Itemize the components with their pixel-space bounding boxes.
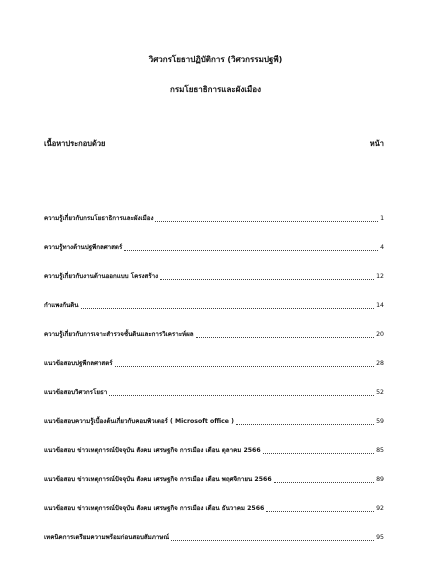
toc-leader-dots <box>274 481 375 483</box>
toc-entry[interactable] <box>44 253 384 282</box>
toc-leader-dots <box>236 423 374 425</box>
toc-entry[interactable] <box>44 456 384 485</box>
toc-leader-dots <box>171 539 374 541</box>
toc-entry[interactable] <box>44 195 384 224</box>
toc-leader-dots <box>115 365 375 367</box>
toc-entry-title: แนวข้อสอบ ข่าวเหตุการณ์ปัจจุบัน สังคม เศรษฐกิจ การเมือง เดือน พฤศจิกายน 2566 <box>44 476 272 483</box>
toc-entry-title: กำแพงกันดิน <box>44 302 79 309</box>
toc-entry[interactable] <box>44 514 384 543</box>
document-title: วิศวกรโยธาปฏิบัติการ (วิศวกรรมปฐพี) <box>148 55 283 64</box>
toc-leader-dots <box>109 394 374 396</box>
toc-leader-dots <box>263 452 374 454</box>
toc-heading-contents: เนื้อหาประกอบด้วย <box>44 139 106 148</box>
toc-leader-dots <box>160 278 374 280</box>
toc-entry-page: 89 <box>376 476 384 483</box>
toc-entry-title: แนวข้อสอบ ข่าวเหตุการณ์ปัจจุบัน สังคม เศรษฐกิจ การเมือง เดือน ตุลาคม 2566 <box>44 447 261 454</box>
document-subtitle: กรมโยธาธิการและผังเมือง <box>170 85 261 94</box>
toc-entry-title: แนวข้อสอบ ข่าวเหตุการณ์ปัจจุบัน สังคม เศรษฐกิจ การเมือง เดือน ธันวาคม 2566 <box>44 505 265 512</box>
toc-entry[interactable] <box>44 427 384 456</box>
toc-entry[interactable] <box>44 282 384 311</box>
toc-heading-page: หน้า <box>369 139 384 148</box>
toc-leader-dots <box>124 249 378 251</box>
toc-entry-page: 12 <box>376 273 384 280</box>
toc-entry[interactable] <box>44 369 384 398</box>
toc-entry-title: ความรู้เกี่ยวกับการเจาะสำรวจชั้นดินและการวิเคราะห์ผล <box>44 331 194 338</box>
toc-entry-page: 14 <box>376 302 384 309</box>
toc-entry-title: ความรู้ทางด้านปฐพีกลศาสตร์ <box>44 244 123 251</box>
toc-entry[interactable] <box>44 340 384 369</box>
toc-leader-dots <box>196 336 375 338</box>
toc-entry-title: แนวข้อสอบความรู้เบื้องต้นเกี่ยวกับคอมพิวเตอร์ ( Microsoft office ) <box>44 418 234 425</box>
toc-entry-page: 52 <box>376 389 384 396</box>
toc-entry[interactable] <box>44 224 384 253</box>
toc-entry-title: แนวข้อสอบปฐพีกลศาสตร์ <box>44 360 113 367</box>
toc-entry-page: 92 <box>376 505 384 512</box>
toc-entry-title: ความรู้เกี่ยวกับกรมโยธาธิการและผังเมือง <box>44 215 154 222</box>
toc-entry-title: แนวข้อสอบวิศวกรโยธา <box>44 389 108 396</box>
toc-leader-dots <box>266 510 374 512</box>
toc-entry-page: 85 <box>376 447 384 454</box>
toc-entry-title: เทคนิคการเตรียมความพร้อมก่อนสอบสัมภาษณ์ <box>44 534 170 541</box>
table-of-contents <box>44 195 384 543</box>
toc-entry-title: ความรู้เกี่ยวกับงานด้านออกแบบ โครงสร้าง <box>44 273 159 280</box>
toc-entry[interactable] <box>44 398 384 427</box>
toc-entry[interactable] <box>44 311 384 340</box>
toc-entry-page: 20 <box>376 331 384 338</box>
toc-entry[interactable] <box>44 485 384 514</box>
toc-entry-page: 4 <box>380 244 384 251</box>
toc-leader-dots <box>81 307 375 309</box>
toc-entry-page: 95 <box>376 534 384 541</box>
toc-leader-dots <box>155 220 378 222</box>
toc-header <box>44 138 384 150</box>
toc-entry-page: 59 <box>376 418 384 425</box>
toc-entry-page: 28 <box>376 360 384 367</box>
toc-entry-page: 1 <box>380 215 384 222</box>
